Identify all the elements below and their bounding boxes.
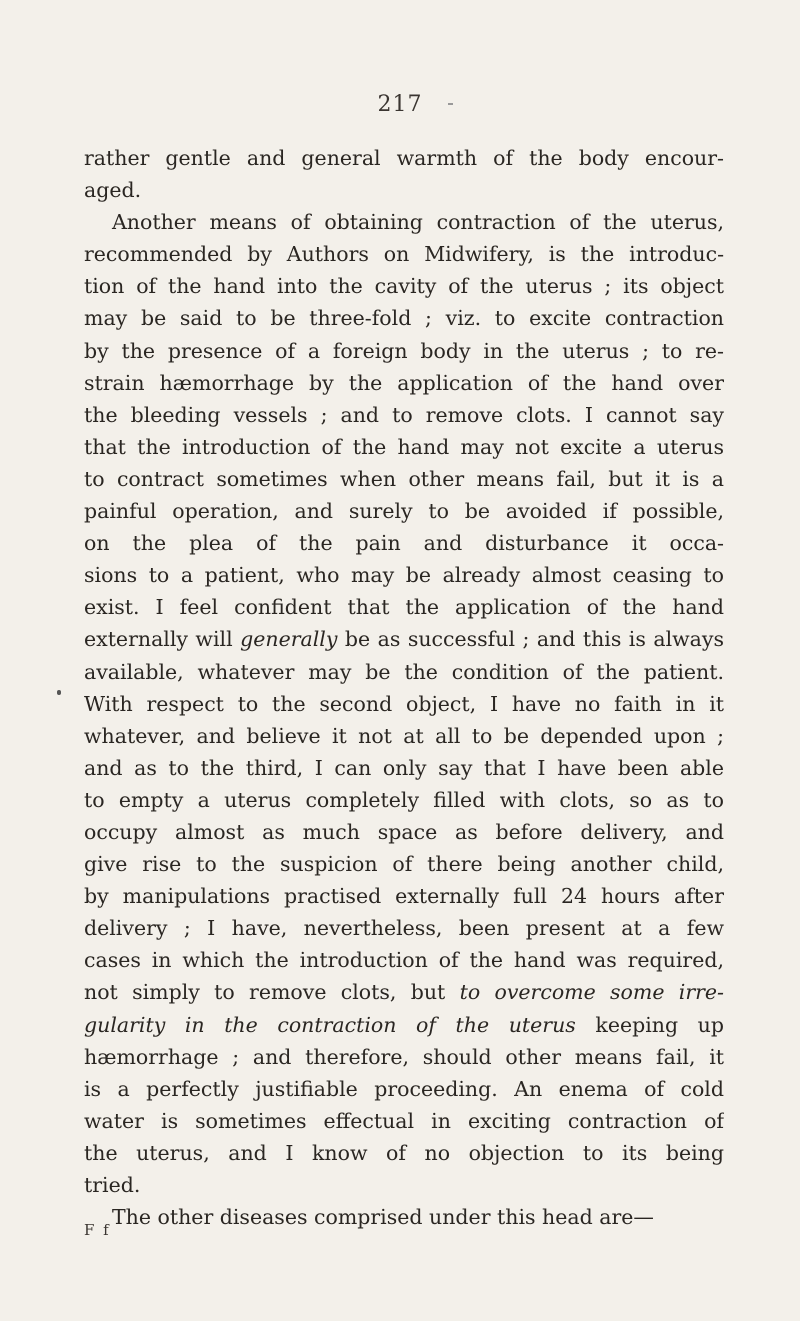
text-line: The other diseases comprised under this head are— <box>112 1205 654 1230</box>
text-line: rather gentle and general warmth of the body encour- <box>84 146 724 170</box>
text-line-mixed <box>84 976 724 1008</box>
emphasis-text: to overcome some irre- <box>459 980 724 1005</box>
text-line: water is sometimes effectual in exciting contraction of <box>84 1108 724 1133</box>
emphasis-text: generally <box>240 627 338 652</box>
text-line: on the plea of the pain and disturbance it occa- <box>84 531 724 556</box>
text-line: strain hæmorrhage by the application of the hand over <box>84 370 724 395</box>
text-line: With respect to the second object, I have no faith in it <box>84 691 724 716</box>
text-run: not simply to remove clots, but <box>84 980 446 1005</box>
text-line: hæmorrhage ; and therefore, should other means fail, it <box>84 1044 724 1069</box>
print-mark <box>448 103 453 105</box>
text-line: tried. <box>84 1173 141 1197</box>
text-line: by the presence of a foreign body in the uterus ; to re- <box>84 338 724 363</box>
text-line: painful operation, and surely to be avoided if possible, <box>84 499 724 524</box>
text-run: keeping up <box>595 1012 724 1037</box>
body-text <box>84 142 724 1233</box>
text-line: recommended by Authors on Midwifery, is the introduc- <box>84 242 724 267</box>
text-line: that the introduction of the hand may not excite a uterus <box>84 434 724 459</box>
text-line: and as to the third, I can only say that I have been able <box>84 755 724 780</box>
text-line: to contract sometimes when other means fail, but it is a <box>84 466 724 491</box>
text-line: may be said to be three-fold ; viz. to excite contraction <box>84 306 724 331</box>
page-number: 217 <box>377 92 423 117</box>
signature-mark: F f <box>84 1221 111 1239</box>
text-line: by manipulations practised externally full 24 hours after <box>84 884 724 909</box>
text-line: give rise to the suspicion of there being another child, <box>84 852 724 877</box>
text-line: cases in which the introduction of the hand was required, <box>84 948 724 973</box>
text-line: delivery ; I have, nevertheless, been present at a few <box>84 916 724 941</box>
text-run: externally will <box>84 627 233 652</box>
text-run: be as successful ; and this is always <box>344 627 724 652</box>
text-line: available, whatever may be the condition of the patient. <box>84 659 724 684</box>
text-line: tion of the hand into the cavity of the uterus ; its object <box>84 274 724 299</box>
text-line-mixed <box>84 623 724 655</box>
ink-speck <box>57 690 61 695</box>
text-line: exist. I feel confident that the application of the hand <box>84 595 724 620</box>
text-line: whatever, and believe it not at all to be depended upon ; <box>84 723 724 748</box>
emphasis-text: gularity in the contraction of the uterus <box>84 1012 576 1037</box>
text-line: to empty a uterus completely filled with clots, so as to <box>84 787 724 812</box>
text-line-mixed <box>84 1009 724 1041</box>
text-line: the bleeding vessels ; and to remove clots. I cannot say <box>84 402 724 427</box>
text-line: Another means of obtaining contraction of the uterus, <box>112 210 724 235</box>
text-line: is a perfectly justifiable proceeding. An enema of cold <box>84 1076 724 1101</box>
text-line: occupy almost as much space as before delivery, and <box>84 819 724 844</box>
text-line: the uterus, and I know of no objection to its being <box>84 1140 724 1165</box>
text-line: sions to a patient, who may be already almost ceasing to <box>84 563 724 588</box>
text-line: aged. <box>84 178 142 203</box>
